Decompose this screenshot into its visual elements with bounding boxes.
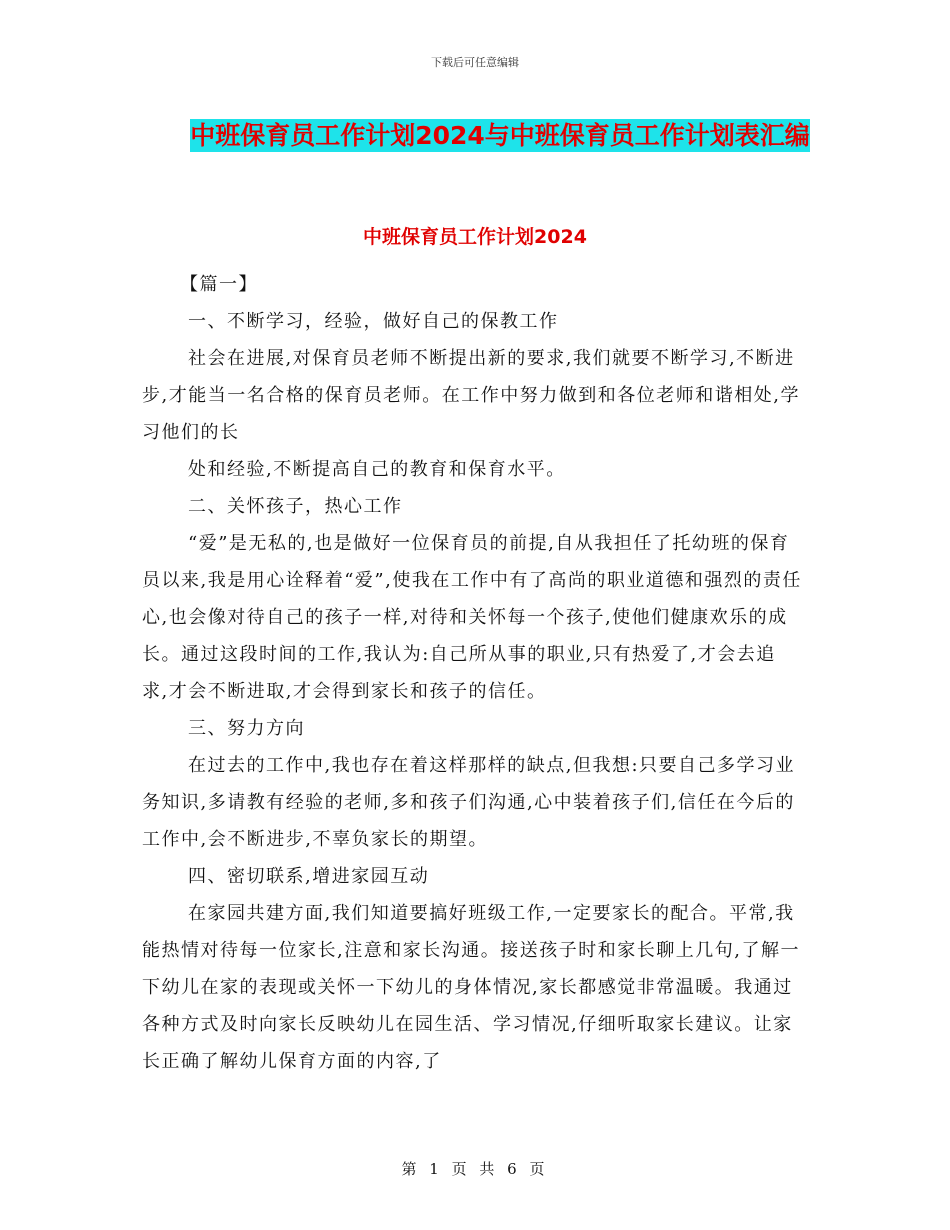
heading-3: 三、努力方向 <box>188 718 305 739</box>
document-title-text: 中班保育员工作计划2024与中班保育员工作计划表汇编 <box>190 121 810 150</box>
section-title: 中班保育员工作计划2024 <box>363 226 587 248</box>
heading-2: 二、关怀孩子，热心工作 <box>188 496 403 517</box>
paragraph: “爱”是无私的,也是做好一位保育员的前提,自从我担任了托幼班的保育员以来,我是用心诠释着“爱”,使我在工作中有了高尚的职业道德和强烈的责任心,也会像对待自己的孩子一样,对待和关怀每一个孩子,使他们健康欢乐的成长。通过这段时间的工作,我认为:自己所从事的职业,只有热爱了,才会去追求,才会不断进取,才会得到家长和孩子的信任。 <box>142 533 802 702</box>
paragraph: 在过去的工作中,我也存在着这样那样的缺点,但我想:只要自己多学习业务知识,多请教有经验的老师,多和孩子们沟通,心中装着孩子们,信任在今后的工作中,会不断进步,不辜负家长的期望。 <box>142 755 796 850</box>
page-footer: 第 1 页 共 6 页 <box>401 1160 549 1178</box>
heading-1: 一、不断学习，经验，做好自己的保教工作 <box>188 311 559 332</box>
paragraph: 处和经验,不断提高自己的教育和保育水平。 <box>188 459 566 480</box>
document-body <box>142 266 802 1080</box>
paragraph: 社会在进展,对保育员老师不断提出新的要求,我们就要不断学习,不断进步,才能当一名合格的保育员老师。在工作中努力做到和各位老师和谐相处,学习他们的长 <box>142 348 800 443</box>
heading-4: 四、密切联系,增进家园互动 <box>188 866 430 887</box>
header-note: 下载后可任意编辑 <box>431 56 519 69</box>
section-label: 【篇一】 <box>180 274 258 295</box>
paragraph: 在家园共建方面,我们知道要搞好班级工作,一定要家长的配合。平常,我能热情对待每一位家长,注意和家长沟通。接送孩子时和家长聊上几句,了解一下幼儿在家的表现或关怀一下幼儿的身体情况,家长都感觉非常温暖。我通过各种方式及时向家长反映幼儿在园生活、学习情况,仔细听取家长建议。让家长正确了解幼儿保育方面的内容,了 <box>142 903 800 1072</box>
document-title <box>140 112 860 160</box>
